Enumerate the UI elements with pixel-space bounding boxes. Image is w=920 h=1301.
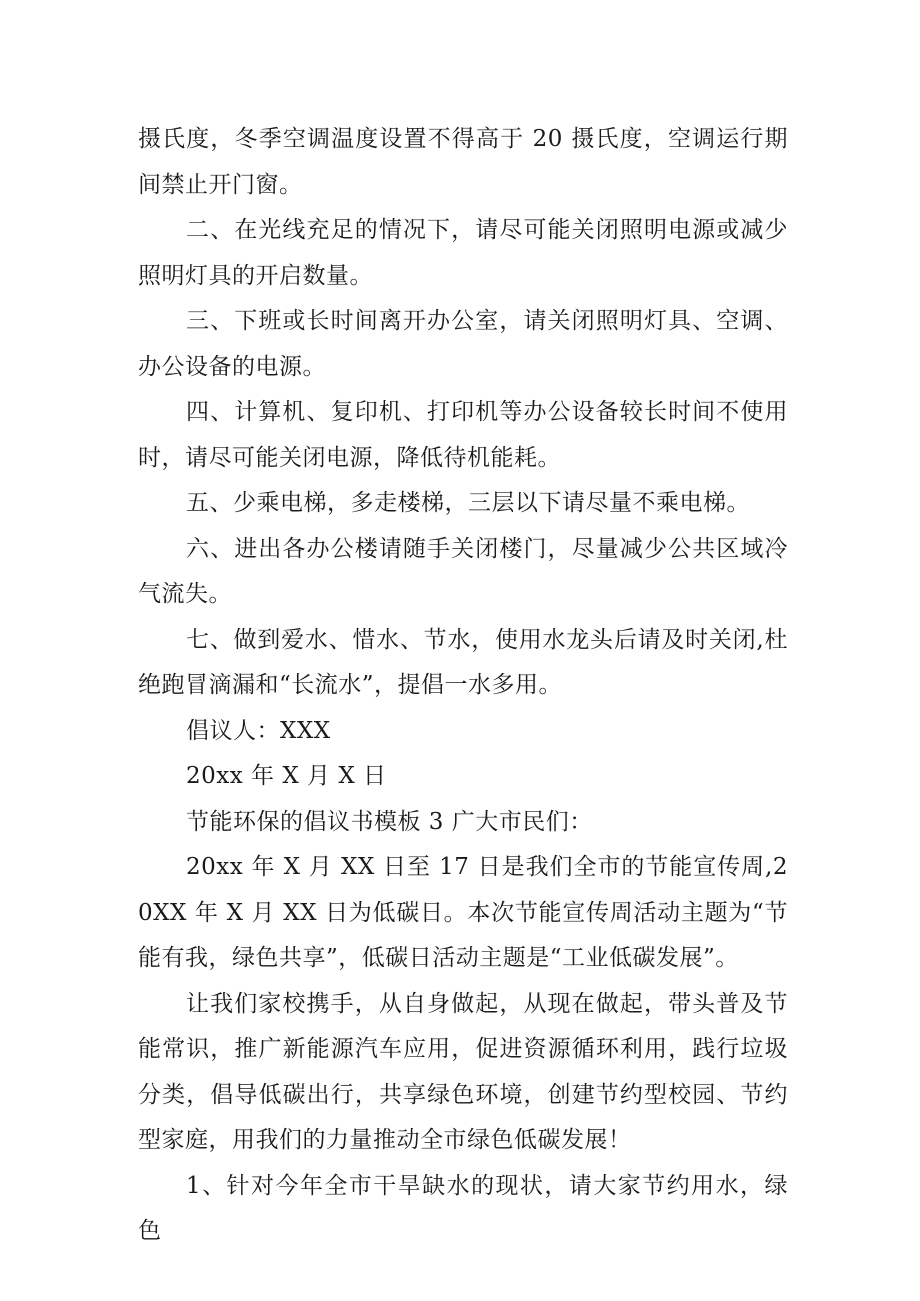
paragraph-call-to-action: 让我们家校携手，从自身做起，从现在做起，带头普及节能常识，推广新能源汽车应用，促进资源循环利用，践行垃圾分类，倡导低碳出行，共享绿色环境，创建节约型校园、节约型家庭，用我们的力量推动全市绿色低碳发展！ [138,990,788,1153]
paragraph-item-7: 七、做到爱水、惜水、节水，使用水龙头后请及时关闭,杜绝跑冒滴漏和“长流水”，提倡一水多用。 [138,626,788,698]
initiator-line: 倡议人：XXX [186,717,331,744]
paragraph-item-5: 五、少乘电梯，多走楼梯，三层以下请尽量不乘电梯。 [186,490,750,516]
paragraph-item-6: 六、进出各办公楼请随手关闭楼门，尽量减少公共区域冷气流失。 [138,535,788,607]
document-body [138,117,788,1255]
paragraph-item-2: 二、在光线充足的情况下，请尽可能关闭照明电源或减少照明灯具的开启数量。 [138,217,788,289]
paragraph-continuation: 摄氏度，冬季空调温度设置不得高于 20 摄氏度，空调运行期间禁止开门窗。 [138,126,788,198]
paragraph-item-4: 四、计算机、复印机、打印机等办公设备较长时间不使用时，请尽可能关闭电源，降低待机能耗。 [138,399,788,471]
paragraph-energy-week: 20xx 年 X 月 XX 日至 17 日是我们全市的节能宣传周,20XX 年 X 月 XX 日为低碳日。本次节能宣传周活动主题为“节能有我，绿色共享”，低碳日活动主题是“工业低碳发展”。 [138,854,788,971]
date-line: 20xx 年 X 月 X 日 [186,763,387,789]
paragraph-item-3: 三、下班或长时间离开办公室，请关闭照明灯具、空调、办公设备的电源。 [138,308,788,380]
paragraph-item-1-water: 1、针对今年全市干旱缺水的现状，请大家节约用水，绿色 [138,1172,788,1244]
template-3-heading: 节能环保的倡议书模板 3 广大市民们： [186,808,593,835]
